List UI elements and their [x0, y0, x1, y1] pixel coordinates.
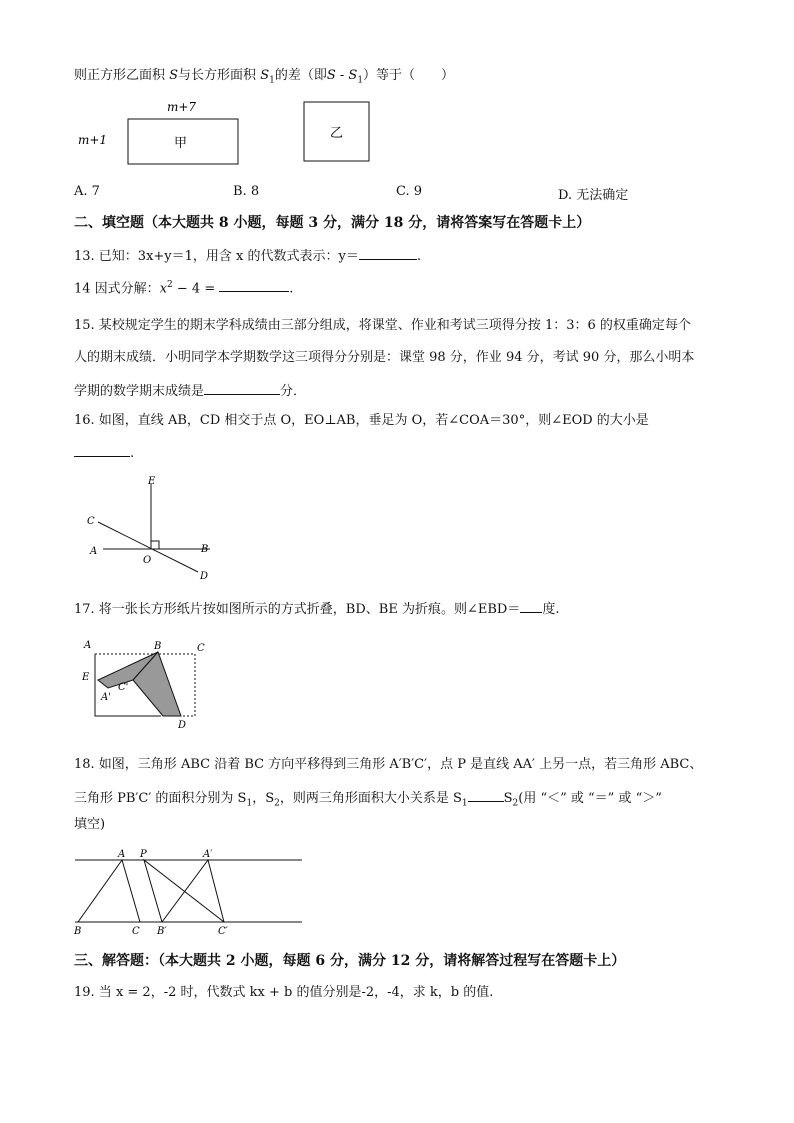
label-b-prime: B′ [157, 926, 167, 937]
q12-stem [74, 67, 454, 90]
q12-stem-part: 的差（即 [274, 68, 327, 83]
q18-line-1: 18. 如图，三角形 ABC 沿着 BC 方向平移得到三角形 A′B′C′，点 P 是直线 AA′ 上另一点，若三角形 ABC、 [74, 757, 703, 772]
q18-sub: 1 [461, 798, 468, 809]
q12-var-s1: S [260, 68, 270, 83]
q17-answer-blank[interactable] [520, 598, 542, 613]
q13-answer-blank[interactable] [359, 245, 417, 260]
q18-line-3: 填空) [74, 817, 106, 832]
q14 [74, 276, 293, 298]
q15-line-1: 15. 某校规定学生的期末学科成绩由三部分组成，将课堂、作业和考试三项得分按 1：3：6 的权重确定每个 [74, 318, 691, 333]
q12-var-s: S [169, 68, 179, 83]
label-a: A [90, 546, 98, 557]
q13 [74, 245, 421, 266]
label-b: B [154, 641, 162, 652]
q12-sub: 1 [269, 75, 275, 86]
rect-jia-label: 甲 [174, 136, 188, 151]
label-a-prime: A' [101, 692, 111, 703]
label-a: A [118, 849, 126, 860]
q12-figure [70, 95, 390, 175]
q12-stem-part: ）等于（ ） [363, 68, 455, 83]
square-yi-label: 乙 [330, 126, 344, 141]
q14-exp: 2 [167, 280, 173, 290]
q14-end: . [289, 281, 294, 297]
q16-figure [80, 472, 220, 587]
rect-side-label: m+1 [78, 133, 108, 147]
q17-text: 17. 将一张长方形纸片按如图所示的方式折叠，BD、BE 为折痕。则∠EBD＝ [74, 602, 521, 617]
label-o: O [143, 555, 152, 566]
section-2-heading: 二、填空题（本大题共 8 小题，每题 3 分，满分 18 分，请将答案写在答题卡上） [74, 215, 591, 231]
q15-answer-blank[interactable] [204, 380, 280, 395]
q12-stem-part: 则正方形乙面积 [74, 68, 170, 83]
q12-option-b[interactable]: B. 8 [233, 184, 260, 199]
q12-option-d[interactable]: D. 无法确定 [558, 188, 629, 203]
q18-line-2 [74, 787, 662, 813]
label-c: C [197, 643, 205, 654]
triangle-abc [78, 860, 140, 922]
triangle-a-b-c-prime [162, 860, 224, 922]
q12-stem-part: 与长方形面积 [178, 68, 261, 83]
q17-end: 度. [542, 602, 560, 617]
q16-end: . [130, 446, 135, 461]
q17 [74, 598, 559, 619]
right-angle-mark [151, 541, 159, 549]
q14-prefix: 14 因式分解： [74, 281, 160, 297]
label-c: C [87, 516, 95, 527]
label-c: C [132, 926, 140, 937]
q19: 19. 当 x = 2，-2 时，代数式 kx + b 的值分别是-2，-4，求 k，b 的值. [74, 985, 494, 1000]
q18-text: ，则两三角形面积大小关系是 S [279, 791, 462, 806]
q16-answer-blank[interactable] [74, 442, 130, 457]
label-a: A [84, 640, 92, 651]
label-c-prime: C′ [218, 926, 228, 937]
label-d: D [178, 720, 187, 731]
triangle-pbc-prime [144, 860, 224, 922]
q12-option-a[interactable]: A. 7 [74, 184, 100, 199]
label-d: D [200, 571, 209, 582]
label-b: B [201, 544, 209, 555]
q13-text: 13. 已知：3x+y＝1，用含 x 的代数式表示：y＝ [74, 249, 359, 264]
q14-var: x [159, 281, 168, 297]
q12-option-c[interactable]: C. 9 [396, 184, 423, 199]
q14-expr: − 4 = [172, 281, 216, 297]
label-a-prime: A′ [203, 849, 213, 860]
q13-end: . [416, 249, 421, 264]
q16-line-2 [74, 442, 134, 463]
label-e: E [82, 672, 90, 683]
q18-text: (用 “＜” 或 “＝” 或 “＞” [518, 791, 662, 806]
q16-line-1: 16. 如图，直线 AB，CD 相交于点 O，EO⊥AB，垂足为 O，若∠COA＝30°，则∠EOD 的大小是 [74, 413, 649, 428]
label-b: B [74, 926, 82, 937]
q18-figure [70, 846, 310, 938]
label-c-prime: C' [118, 682, 129, 693]
q14-answer-blank[interactable] [219, 277, 289, 292]
q18-text: S [503, 791, 513, 806]
q18-sub: 1 [246, 798, 253, 809]
q15-line-3 [74, 380, 306, 401]
section-3-heading: 三、解答题：（本大题共 2 小题，每题 6 分，满分 12 分，请将解答过程写在答题卡上） [74, 953, 626, 969]
q15-line-2: 人的期末成绩．小明同学本学期数学这三项得分分别是：课堂 98 分，作业 94 分，考试 90 分，那么小明本 [74, 350, 695, 365]
rect-top-label: m+7 [167, 100, 197, 114]
q15-text-end: 分． [280, 384, 307, 399]
q18-sub: 2 [512, 798, 519, 809]
q18-sub: 2 [274, 798, 280, 809]
q15-text: 学期的数学期末成绩是 [74, 384, 205, 399]
q18-text: ，S [252, 791, 275, 806]
q17-figure [78, 636, 218, 736]
q12-diff: S - S [326, 68, 358, 83]
q18-answer-blank[interactable] [468, 787, 504, 802]
label-p: P [140, 849, 147, 860]
label-e: E [148, 476, 156, 487]
q18-text: 三角形 PB′C′ 的面积分别为 S [74, 791, 247, 806]
q12-sub: 1 [357, 75, 364, 86]
